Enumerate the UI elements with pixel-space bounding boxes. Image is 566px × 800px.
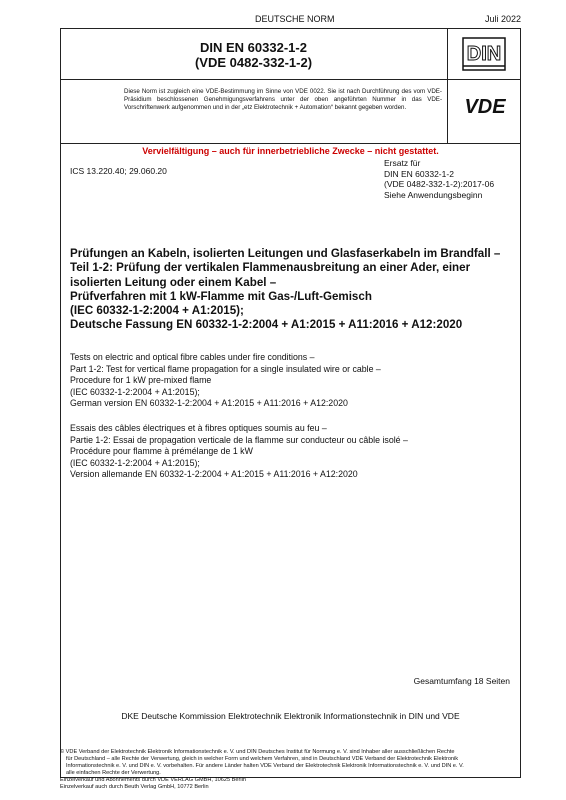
title-english-line: (IEC 60332-1-2:2004 + A1:2015); <box>70 386 200 397</box>
replacement-info <box>384 158 494 200</box>
title-german-line: Deutsche Fassung EN 60332-1-2:2004 + A1:2015 + A11:2016 + A12:2020 <box>70 318 463 332</box>
replacement-line: Ersatz für <box>384 158 421 168</box>
dke-footer: DKE Deutsche Kommission Elektrotechnik Elektronik Informationstechnik in DIN und VDE <box>121 711 460 721</box>
document-number-vde: (VDE 0482-332-1-2) <box>194 55 313 70</box>
title-english <box>70 352 520 410</box>
title-german-line: Prüfverfahren mit 1 kW-Flamme mit Gas-/Luft-Gemisch <box>70 289 372 303</box>
title-french <box>70 423 520 481</box>
document-number <box>60 40 447 70</box>
vde-logo-text: VDE <box>464 96 506 118</box>
header-standard-type: DEUTSCHE NORM <box>255 14 335 24</box>
copyright-line: Einzelverkauf auch durch Beuth Verlag GmbH, 10772 Berlin <box>60 783 209 790</box>
din-logo <box>462 37 506 71</box>
header-date: Juli 2022 <box>484 14 521 24</box>
document-number-din: DIN EN 60332-1-2 <box>200 40 307 55</box>
title-french-line: Version allemande EN 60332-1-2:2004 + A1:2015 + A11:2016 + A12:2020 <box>70 469 358 479</box>
title-french-line: Partie 1-2: Essai de propagation verticale de la flamme sur conducteur ou câble isolé – <box>70 434 408 445</box>
title-english-line: Procedure for 1 kW pre-mixed flame <box>70 375 212 385</box>
header-divider-vertical <box>447 28 448 143</box>
title-german-line: (IEC 60332-1-2:2004 + A1:2015); <box>70 304 244 318</box>
title-french-line: (IEC 60332-1-2:2004 + A1:2015); <box>70 457 200 468</box>
header-box-bottom <box>60 143 521 144</box>
title-english-line: Part 1-2: Test for vertical flame propagation for a single insulated wire or cable – <box>70 363 381 374</box>
din-logo-text: DIN <box>466 43 502 65</box>
vde-notice: Diese Norm ist zugleich eine VDE-Bestimmung im Sinne von VDE 0022. Sie ist nach Durchführung des vom VDE-Präsidium beschlossenen Genehmigungsverfahrens unter der oben angeführten Nummer in das VDE-Vorschriftenwerk aufgenommen und in der „etz Elektrotechnik + Automation“ bekannt gegeben worden. <box>124 88 442 112</box>
title-french-line: Procédure pour flamme à prémélange de 1 kW <box>70 446 253 456</box>
title-german-line: Prüfungen an Kabeln, isolierten Leitungen und Glasfaserkabeln im Brandfall – <box>70 247 501 260</box>
copy-warning: Vervielfältigung – auch für innerbetriebliche Zwecke – nicht gestattet. <box>142 146 439 156</box>
replacement-line: (VDE 0482-332-1-2):2017-06 <box>384 179 495 189</box>
copyright-line: Einzelverkauf und Abonnements durch VDE VERLAG GMBH, 10625 Berlin <box>60 776 246 783</box>
title-english-line: German version EN 60332-1-2:2004 + A1:2015 + A11:2016 + A12:2020 <box>70 398 348 408</box>
ics-codes: ICS 13.220.40; 29.060.20 <box>70 166 167 176</box>
title-french-line: Essais des câbles électriques et à fibres optiques soumis au feu – <box>70 423 327 433</box>
title-german-line: Teil 1-2: Prüfung der vertikalen Flammenausbreitung an einer Ader, einer isolierten Leitung oder einem Kabel – <box>70 261 471 289</box>
copyright-line: © VDE Verband der Elektrotechnik Elektronik Informationstechnik e. V. und DIN Deutsches Institut für Normung e. V. sind Inhaber aller ausschließlichen Rechte <box>60 749 455 755</box>
replacement-line: DIN EN 60332-1-2 <box>384 168 454 179</box>
title-german <box>70 247 520 333</box>
copyright-notice <box>60 749 521 790</box>
vde-logo <box>454 94 516 118</box>
copyright-line: für Deutschland – alle Rechte der Verwertung, gleich in welcher Form und welchem Verfahren, sind in Deutschland VDE Verband der Elektrotechnik Elektronik <box>66 755 459 762</box>
title-english-line: Tests on electric and optical fibre cables under fire conditions – <box>70 352 315 362</box>
total-pages: Gesamtumfang 18 Seiten <box>413 676 510 686</box>
replacement-line: Siehe Anwendungsbeginn <box>384 189 483 200</box>
copyright-line: alle einfachen Rechte der Verwertung. <box>66 769 161 776</box>
header-divider-horizontal <box>60 79 521 80</box>
copyright-line: Informationstechnik e. V. und DIN e. V. vorbehalten. Für andere Länder halten VDE Verband der Elektrotechnik Elektronik Informationstechnik e. V. und DIN e. V. <box>66 762 464 769</box>
